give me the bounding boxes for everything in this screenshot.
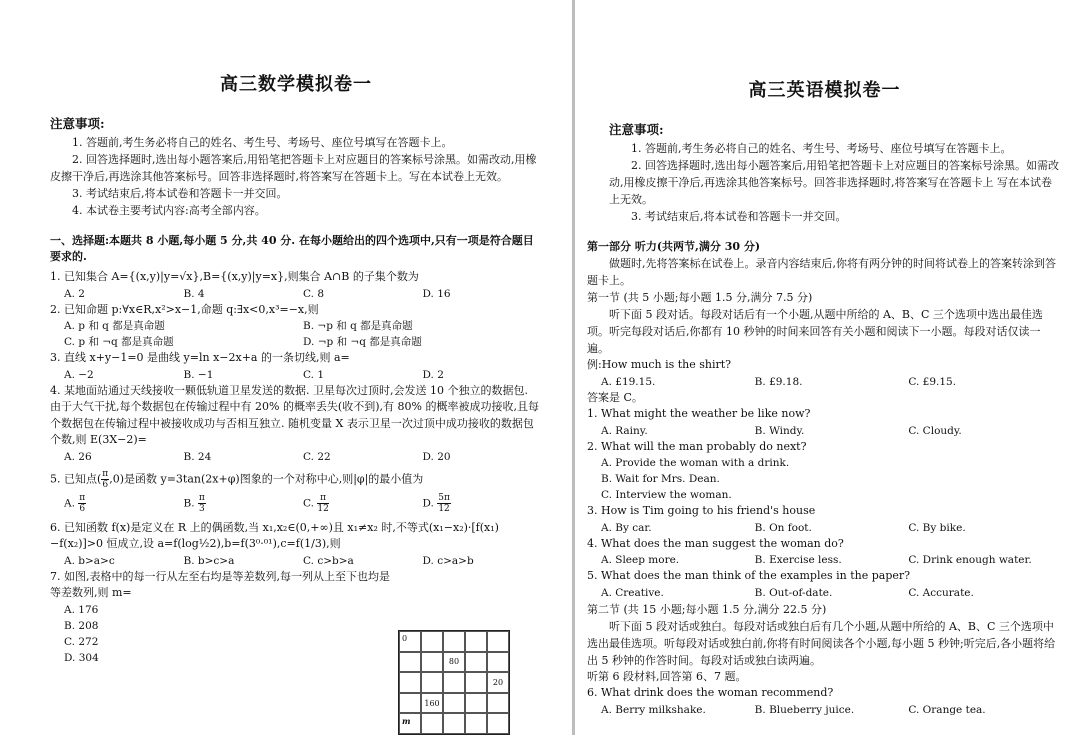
english-q2-option-b: B. Wait for Mrs. Dean. [601,473,720,485]
math-q1: 1. 已知集合 A={(x,y)|y=√x},B={(x,y)|y=x},则集合 A∩B 的子集个数为 [50,270,419,283]
option-c: C. Cloudy. [908,424,962,437]
english-q4-options [587,552,1062,568]
english-q4: 4. What does the man suggest the woman do? [587,536,844,550]
option-c: C. p 和 ¬q 都是真命题 [64,336,174,348]
math-q5-options [50,493,542,514]
option-a: A. 26 [64,450,92,463]
english-example-answer: 答案是 C。 [587,390,643,404]
english-q5: 5. What does the man think of the examples in the paper? [587,569,911,582]
option-b: B. 24 [183,450,212,463]
option-a: A. Creative. [601,586,664,599]
math-q2-options-ab [50,318,542,334]
english-q5-options [587,585,1062,601]
option-b: B. −1 [183,368,214,381]
option-a: A. −2 [64,368,94,381]
option-b: B. On foot. [754,521,812,534]
math-q4: 4. 某地面站通过天线接收一颗低轨道卫星发送的数据. 卫星每次过顶时,会发送 10 个独立的数据包. 由于大气干扰,每个数据包在传输过程中有 20% 的概率丢失(收不到),有 80% 的概率被成功接收,且每个数据包在传输过程中被接收成功与否相互独立. 随机变量 X 表示卫星一次过顶中成功接收的数据包个数,则 E(3X−2)= [50,383,539,446]
english-notice-1: 1. 答题前,考生务必将自己的姓名、考生号、考场号、座位号填写在答题卡上。 [631,142,1012,155]
option-b: B. ¬p 和 q 都是真命题 [303,320,413,332]
option-a: A. £19.15. [601,375,656,388]
math-notice-heading: 注意事项: [50,116,105,131]
english-example-options [587,374,1062,390]
arithmetic-grid-figure [398,630,510,735]
option-a: A. 2 [64,287,85,300]
english-q6: 6. What drink does the woman recommend? [587,686,834,699]
option-c: C. 8 [303,287,325,300]
grid-cell-m: m [399,713,421,734]
english-q2-option-c: C. Interview the woman. [601,489,732,501]
option-b: B. Out-of-date. [754,586,833,599]
grid-cell-80: 80 [443,652,465,673]
option-c: C. c>b>a [303,554,354,567]
math-q7-option-b: B. 208 [64,619,99,632]
option-b: B. 4 [183,287,205,300]
option-c: C. Orange tea. [908,703,986,716]
english-notice-3: 3. 考试结束后,将本试卷和答题卡一并交回。 [631,210,847,223]
math-q7-option-d: D. 304 [64,651,99,664]
option-a: A. $\frac{\pi}{6}$ [64,492,86,514]
english-listen6: 听第 6 段材料,回答第 6、7 题。 [587,669,747,683]
option-a: A. Sleep more. [601,554,680,566]
option-c: C. Drink enough water. [908,554,1032,566]
english-notice-heading: 注意事项: [609,122,664,137]
option-c: C. £9.15. [908,375,957,388]
english-section2-heading: 第二节 (共 15 小题;每小题 1.5 分,满分 22.5 分) [587,602,827,616]
english-q1-options [587,423,1062,439]
math-q6: 6. 已知函数 f(x)是定义在 R 上的偶函数,当 x₁,x₂∈(0,+∞)且 x₁≠x₂ 时,不等式(x₁−x₂)·[f(x₁)−f(x₂)]>0 恒成立,设 a=f(log½2),b=f(3⁰·⁰¹),c=f(1/3),则 [50,520,499,550]
english-title: 高三英语模拟卷一 [748,80,901,101]
option-c: C. By bike. [908,521,966,534]
math-q2-options-cd [50,334,542,350]
english-q6-options [587,702,1062,718]
math-q1-options [50,286,542,302]
english-section2-desc: 听下面 5 段对话或独白。每段对话或独白后有几个小题,从题中所给的 A、B、C 三个选项中选出最佳选项。听每段对话或独白前,你将有时间阅读各个小题,每小题 5 秒钟;听完后,各小题将给出 5 秒钟的作答时间。每段对话或独白读两遍。 [587,619,1056,667]
option-d: D. 16 [422,287,451,300]
math-notice-1: 1. 答题前,考生务必将自己的姓名、考生号、考场号、座位号填写在答题卡上。 [72,136,453,149]
option-c: C. Accurate. [908,586,974,599]
english-q2: 2. What will the man probably do next? [587,439,807,453]
math-notice-4: 4. 本试卷主要考试内容:高考全部内容。 [72,204,266,217]
option-d: D. ¬p 和 ¬q 都是真命题 [303,336,422,348]
option-a: A. By car. [601,521,652,534]
option-d: D. c>a>b [422,554,474,567]
fraction: $\frac{\pi}{6}$ [102,468,109,490]
option-a: A. p 和 q 都是真命题 [64,320,165,332]
math-q3-options [50,367,542,383]
math-q2: 2. 已知命题 p:∀x∈R,x²>x−1,命题 q:∃x<0,x³=−x,则 [50,302,319,316]
english-q2-option-a: A. Provide the woman with a drink. [601,457,790,469]
grid-cell-zero: 0 [399,631,421,652]
english-part1-heading: 第一部分 听力(共两节,满分 30 分) [587,240,761,253]
option-c: C. $\frac{\pi}{12}$ [303,492,329,514]
math-notice-2: 2. 回答选择题时,选出每小题答案后,用铅笔把答题卡上对应题目的答案标号涂黑。如需改动,用橡皮擦干净后,再选涂其他答案标号。回答非选择题时,将答案写在答题卡上。写在本试卷上无效。 [50,153,537,183]
option-a: A. Berry milkshake. [601,703,706,716]
math-q7: 7. 如图,表格中的每一行从左至右均是等差数列,每一列从上至下也均是等差数列,则 m= [50,569,390,599]
english-exam-page [575,0,1080,735]
option-b: B. $\frac{\pi}{3}$ [183,492,205,514]
option-d: D. 2 [422,368,444,381]
math-q6-options [50,553,542,569]
english-section1-heading: 第一节 (共 5 小题;每小题 1.5 分,满分 7.5 分) [587,291,813,304]
option-b: B. Blueberry juice. [754,703,855,716]
grid-cell-160: 160 [421,693,443,714]
option-c: C. 22 [303,450,331,463]
math-title: 高三数学模拟卷一 [220,74,372,95]
option-c: C. 1 [303,368,325,381]
english-q1: 1. What might the weather be like now? [587,407,811,420]
math-notice-3: 3. 考试结束后,将本试卷和答题卡一并交回。 [72,187,288,200]
option-b: B. Windy. [754,424,805,437]
math-q7-option-a: A. 176 [64,603,99,616]
math-q4-options [50,449,542,465]
english-notice-2: 2. 回答选择题时,选出每小题答案后,用铅笔把答题卡上对应题目的答案标号涂黑。如需改动,用橡皮擦干净后,再选涂其他答案标号。回答非选择题时,将答案写在答题卡上 写在本试卷上无效。 [609,159,1059,206]
option-b: B. Exercise less. [754,554,842,566]
option-b: B. £9.18. [754,375,803,388]
option-d: D. $\frac{5\pi}{12}$ [422,492,450,514]
english-q3: 3. How is Tim going to his friend's house [587,504,816,517]
math-q5: 5. 已知点( $\frac{\pi}{6}$ ,0)是函数 y=3tan(2x+φ)图象的一个对称中心,则|φ|的最小值为 [50,468,424,490]
option-a: A. Rainy. [601,424,648,437]
option-b: B. b>c>a [183,554,235,567]
english-q3-options [587,520,1062,536]
option-d: D. 20 [422,450,451,463]
english-section1-desc: 听下面 5 段对话。每段对话后有一个小题,从题中所给的 A、B、C 三个选项中选出最佳选项。听完每段对话后,你都有 10 秒钟的时间来回答有关小题和阅读下一小题。每段对话仅读一遍。 [587,308,1043,355]
grid-cell-20: 20 [487,672,509,693]
math-q7-option-c: C. 272 [64,635,99,648]
option-a: A. b>a>c [64,554,115,567]
math-q3: 3. 直线 x+y−1=0 是曲线 y=ln x−2x+a 的一条切线,则 a= [50,351,350,364]
english-example: 例:How much is the shirt? [587,358,732,371]
english-part1-desc: 做题时,先将答案标在试卷上。录音内容结束后,你将有两分钟的时间将试卷上的答案转涂到答题卡上。 [587,257,1056,287]
math-section-heading: 一、选择题:本题共 8 小题,每小题 5 分,共 40 分. 在每小题给出的四个选项中,只有一项是符合题目要求的. [50,234,534,263]
